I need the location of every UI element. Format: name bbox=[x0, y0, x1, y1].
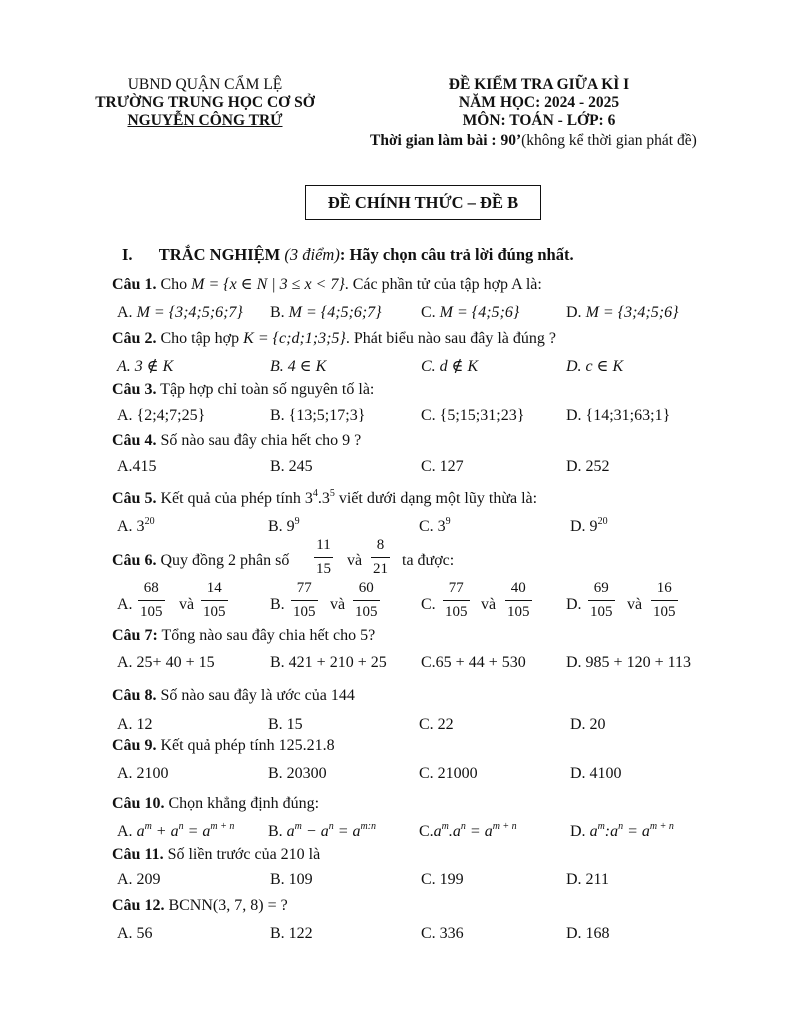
option-b[interactable]: B. 15 bbox=[268, 716, 303, 733]
denominator: 105 bbox=[507, 604, 530, 620]
question-text: .3 bbox=[317, 490, 330, 507]
denominator: 21 bbox=[373, 561, 388, 577]
question-7 bbox=[112, 627, 375, 645]
fraction-8-21 bbox=[371, 537, 390, 578]
option-d[interactable]: D. bbox=[566, 596, 582, 613]
question-text: . Phát biểu nào sau đây là đúng ? bbox=[345, 330, 556, 347]
option-a-fraction-2 bbox=[201, 580, 228, 621]
option-a[interactable]: A. 56 bbox=[117, 925, 153, 942]
denominator: 105 bbox=[355, 604, 378, 620]
question-text: Tổng nào sau đây chia hết cho 5? bbox=[161, 627, 376, 644]
option-a-fraction-1 bbox=[138, 580, 165, 621]
question-4 bbox=[112, 432, 361, 450]
section-name: TRẮC NGHIỆM bbox=[158, 245, 281, 264]
school-year: NĂM HỌC: 2024 - 2025 bbox=[458, 94, 620, 111]
option-letter: C. bbox=[419, 823, 434, 840]
option-c[interactable]: C. 127 bbox=[421, 458, 464, 475]
question-2 bbox=[112, 330, 556, 348]
option-c[interactable]: C. 336 bbox=[421, 925, 464, 942]
option-b[interactable]: B. bbox=[270, 596, 285, 613]
option-b-fraction-2 bbox=[353, 580, 380, 621]
option-b[interactable] bbox=[270, 304, 382, 322]
option-d[interactable] bbox=[566, 304, 678, 322]
numerator: 14 bbox=[206, 580, 222, 596]
exponent: 20 bbox=[144, 516, 155, 527]
denominator: 105 bbox=[653, 604, 676, 620]
option-c[interactable]: C. 22 bbox=[419, 716, 454, 733]
question-label: Câu 3. bbox=[112, 381, 157, 398]
option-a[interactable]: A. bbox=[117, 596, 133, 613]
option-base: B. 9 bbox=[268, 518, 295, 535]
section-title bbox=[122, 245, 574, 265]
numerator: 40 bbox=[510, 580, 526, 596]
question-text: Cho tập hợp bbox=[160, 330, 240, 347]
option-c[interactable] bbox=[419, 823, 517, 841]
exponent: 20 bbox=[597, 516, 608, 527]
question-label: Câu 8. bbox=[112, 687, 157, 704]
set-definition: M = {x ∈ N | 3 ≤ x < 7} bbox=[191, 276, 345, 293]
option-d[interactable]: D. c ∈ K bbox=[566, 358, 624, 375]
fraction-bar bbox=[651, 600, 678, 601]
conjunction: và bbox=[627, 596, 643, 613]
question-5 bbox=[112, 490, 537, 508]
section-number: I. bbox=[122, 245, 133, 264]
option-value: M = {4;5;6;7} bbox=[288, 304, 382, 321]
fraction-bar bbox=[371, 557, 390, 558]
option-a[interactable]: A. 25+ 40 + 15 bbox=[117, 654, 215, 671]
option-b[interactable] bbox=[268, 518, 300, 536]
exponent: 5 bbox=[329, 488, 335, 499]
option-base: D. 9 bbox=[570, 518, 598, 535]
duration-note: (không kể thời gian phát đề) bbox=[521, 132, 697, 149]
expression-render: $a^m.a^n = a^{m + n}$ bbox=[433, 821, 517, 840]
question-text: Tập hợp chỉ toàn số nguyên tố là: bbox=[160, 381, 375, 398]
exam-duration bbox=[370, 132, 697, 150]
option-c-fraction-1 bbox=[443, 580, 470, 621]
official-exam-badge: ĐỀ CHÍNH THỨC – ĐỀ B bbox=[305, 185, 541, 220]
option-a[interactable]: A. {2;4;7;25} bbox=[117, 407, 206, 424]
numerator: 16 bbox=[656, 580, 672, 596]
option-b[interactable]: B. 109 bbox=[270, 871, 313, 888]
option-value: M = {3;4;5;6} bbox=[585, 304, 679, 321]
exponent: 9 bbox=[294, 516, 300, 527]
option-c[interactable]: C. 21000 bbox=[419, 765, 478, 782]
section-points: (3 điểm) bbox=[284, 245, 340, 264]
option-value: M = {4;5;6} bbox=[439, 304, 520, 321]
question-3 bbox=[112, 381, 374, 399]
option-d[interactable]: D. 168 bbox=[566, 925, 610, 942]
question-label: Câu 2. bbox=[112, 330, 157, 347]
question-text: viết dưới dạng một lũy thừa là: bbox=[334, 490, 538, 507]
expression-render: $a^m:a^n = a^{m + n}$ bbox=[589, 821, 674, 840]
section-instruction: : Hãy chọn câu trả lời đúng nhất. bbox=[339, 245, 574, 264]
option-c[interactable]: C. d ∉ K bbox=[421, 358, 479, 375]
exponent: 4 bbox=[312, 488, 318, 499]
question-text: Số nào sau đây là ước của 144 bbox=[160, 687, 355, 704]
question-10 bbox=[112, 795, 319, 813]
fraction-bar bbox=[588, 600, 615, 601]
fraction-bar bbox=[138, 600, 165, 601]
option-d-fraction-1 bbox=[588, 580, 615, 621]
option-c[interactable] bbox=[419, 518, 451, 536]
question-9 bbox=[112, 737, 335, 755]
option-d[interactable]: D. 985 + 120 + 113 bbox=[566, 654, 692, 671]
question-text: Kết quả của phép tính 3 bbox=[160, 490, 313, 507]
question-label: Câu 7: bbox=[112, 627, 158, 644]
question-label: Câu 5. bbox=[112, 490, 157, 507]
option-a[interactable] bbox=[117, 823, 234, 841]
option-c[interactable]: C. 199 bbox=[421, 871, 464, 888]
option-d[interactable]: D. 211 bbox=[566, 871, 609, 888]
option-d[interactable] bbox=[570, 518, 608, 536]
option-c[interactable]: C. {5;15;31;23} bbox=[421, 407, 525, 424]
subject-grade: MÔN: TOÁN - LỚP: 6 bbox=[462, 112, 616, 129]
fraction-11-15 bbox=[314, 537, 333, 578]
district-name: UBND QUẬN CẨM LỆ bbox=[127, 76, 283, 93]
option-a[interactable]: A.415 bbox=[117, 458, 157, 475]
question-text: Cho bbox=[160, 276, 188, 293]
question-text: Chọn khẳng định đúng: bbox=[168, 795, 320, 812]
question-text: BCNN(3, 7, 8) = ? bbox=[164, 897, 288, 914]
option-c[interactable]: C. bbox=[421, 596, 436, 613]
question-label: Câu 12. bbox=[112, 897, 165, 914]
school-type: TRƯỜNG TRUNG HỌC CƠ SỞ bbox=[95, 94, 315, 111]
option-b[interactable]: B. 20300 bbox=[268, 765, 327, 782]
denominator: 105 bbox=[590, 604, 613, 620]
option-letter: D. bbox=[570, 823, 586, 840]
fraction-bar bbox=[291, 600, 318, 601]
exam-header bbox=[400, 76, 678, 130]
option-base: A. 3 bbox=[117, 518, 145, 535]
question-text: . Các phần tử của tập hợp A là: bbox=[344, 276, 542, 293]
option-d[interactable]: D. {14;31;63;1} bbox=[566, 407, 671, 424]
denominator: 15 bbox=[316, 561, 331, 577]
question-text: Kết quả phép tính 125.21.8 bbox=[160, 737, 335, 754]
fraction-bar bbox=[443, 600, 470, 601]
option-a[interactable]: A. 2100 bbox=[117, 765, 169, 782]
question-11 bbox=[112, 846, 320, 864]
exponent: 9 bbox=[445, 516, 451, 527]
question-6 bbox=[112, 552, 289, 570]
option-a[interactable]: A. 3 ∉ K bbox=[117, 358, 174, 375]
option-letter: A. bbox=[117, 823, 133, 840]
fraction-bar bbox=[353, 600, 380, 601]
option-b-fraction-1 bbox=[291, 580, 318, 621]
option-value: M = {3;4;5;6;7} bbox=[136, 304, 243, 321]
option-letter: C. bbox=[421, 304, 436, 321]
option-c[interactable] bbox=[421, 304, 519, 322]
denominator: 105 bbox=[203, 604, 226, 620]
conjunction: và bbox=[347, 552, 363, 569]
question-text: Số liền trước của 210 là bbox=[167, 846, 321, 863]
option-d[interactable]: D. 252 bbox=[566, 458, 610, 475]
option-a[interactable] bbox=[117, 518, 155, 536]
conjunction: và bbox=[481, 596, 497, 613]
option-b[interactable]: B. 421 + 210 + 25 bbox=[270, 654, 387, 671]
option-c[interactable]: C.65 + 44 + 530 bbox=[421, 654, 526, 671]
denominator: 105 bbox=[293, 604, 316, 620]
expression-render: $a^m - a^n = a^{m:n}$ bbox=[286, 821, 377, 840]
fraction-bar bbox=[505, 600, 532, 601]
expression-render: $a^m + a^n = a^{m + n}$ bbox=[136, 821, 235, 840]
option-b[interactable]: B. 122 bbox=[270, 925, 313, 942]
fraction-bar bbox=[314, 557, 333, 558]
option-letter: D. bbox=[566, 304, 582, 321]
option-a[interactable]: A. 12 bbox=[117, 716, 153, 733]
question-text: Quy đồng 2 phân số bbox=[160, 552, 290, 569]
question-label: Câu 9. bbox=[112, 737, 157, 754]
option-letter: A. bbox=[117, 304, 133, 321]
duration-label: Thời gian làm bài : 90’ bbox=[370, 132, 522, 149]
option-letter: B. bbox=[268, 823, 283, 840]
numerator: 77 bbox=[448, 580, 464, 596]
option-b[interactable]: B. {13;5;17;3} bbox=[270, 407, 366, 424]
option-a[interactable] bbox=[117, 304, 243, 322]
question-12 bbox=[112, 897, 288, 915]
denominator: 105 bbox=[445, 604, 468, 620]
question-8 bbox=[112, 687, 355, 705]
school-header bbox=[70, 76, 340, 130]
set-definition: K = {c;d;1;3;5} bbox=[243, 330, 346, 347]
numerator: 8 bbox=[376, 537, 385, 553]
option-a[interactable]: A. 209 bbox=[117, 871, 161, 888]
conjunction: và bbox=[179, 596, 195, 613]
question-1 bbox=[112, 274, 542, 294]
numerator: 60 bbox=[358, 580, 374, 596]
numerator: 69 bbox=[593, 580, 609, 596]
conjunction: và bbox=[330, 596, 346, 613]
option-letter: B. bbox=[270, 304, 285, 321]
question-label: Câu 11. bbox=[112, 846, 164, 863]
option-base: C. 3 bbox=[419, 518, 446, 535]
option-b[interactable] bbox=[268, 823, 376, 841]
option-b[interactable]: B. 245 bbox=[270, 458, 313, 475]
numerator: 11 bbox=[316, 537, 331, 553]
question-text: Số nào sau đây chia hết cho 9 ? bbox=[160, 432, 362, 449]
option-d-fraction-2 bbox=[651, 580, 678, 621]
exam-title: ĐỀ KIỂM TRA GIỮA KÌ I bbox=[448, 76, 630, 93]
option-b[interactable]: B. 4 ∈ K bbox=[270, 358, 327, 375]
fraction-bar bbox=[201, 600, 228, 601]
question-label: Câu 4. bbox=[112, 432, 157, 449]
option-c-fraction-2 bbox=[505, 580, 532, 621]
numerator: 77 bbox=[296, 580, 312, 596]
question-label: Câu 6. bbox=[112, 552, 157, 569]
option-d[interactable]: D. 20 bbox=[570, 716, 606, 733]
school-name: NGUYỄN CÔNG TRỨ bbox=[127, 112, 283, 129]
option-d[interactable]: D. 4100 bbox=[570, 765, 622, 782]
question-label: Câu 1. bbox=[112, 276, 157, 293]
denominator: 105 bbox=[140, 604, 163, 620]
question-label: Câu 10. bbox=[112, 795, 165, 812]
question-text: ta được: bbox=[402, 552, 455, 569]
option-d[interactable] bbox=[570, 823, 674, 841]
numerator: 68 bbox=[143, 580, 159, 596]
